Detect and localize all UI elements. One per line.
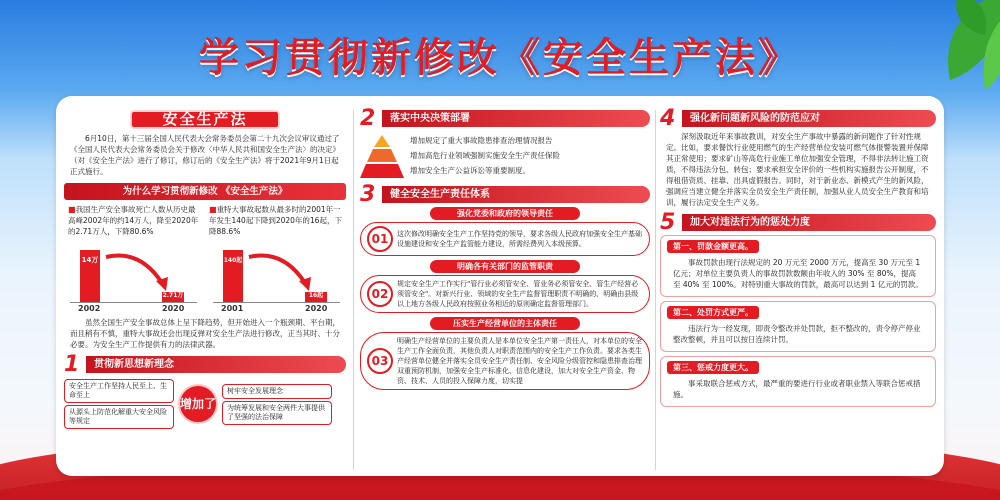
section-label: 落实中央决策部署: [382, 110, 650, 127]
page-title: 学习贯彻新修改《安全生产法》: [199, 35, 801, 81]
pill-development: 树牢安全发展理念: [222, 384, 332, 399]
section-5-header: [660, 210, 936, 235]
card-text: 事故罚款由现行法规定的 20 万元至 2000 万元，提高至 30 万元至 1 亿元；对单位主要负责人的事故罚款数额由年收入的 30% 至 80%，提高至 40% 至 100%。对特别重大事故的罚款，最高可以达到 1 亿元的罚款。: [673, 258, 923, 289]
item-text: 规定安全生产工作实行"管行业必须管安全、管业务必须管安全、管生产经营必须管安全"。对新兴行业、领域的安全生产监督管理职责不明确的，明确由县级以上地方各级人民政府按照业务相近的原则确定监督管理部门。: [397, 280, 639, 308]
section-3-header: [360, 182, 650, 207]
bullet-icon: ■: [209, 205, 217, 214]
decline-arrow-icon: [213, 241, 343, 303]
stat-accidents-text: 重特大事故起数从最多时的2001年一年发生140起下降到2020年的16起，下降88.6%: [209, 205, 342, 236]
card-tag: 第三、惩戒力度更大。: [667, 361, 759, 374]
stats-row: [68, 204, 342, 237]
bullet-icon: ■: [68, 205, 76, 214]
section-label: 加大对违法行为的惩处力度: [682, 214, 936, 231]
section-label: 贯彻新思想新理念: [86, 356, 346, 373]
section-2-header: [360, 106, 650, 131]
right-column: [660, 104, 936, 411]
decline-charts: [70, 241, 340, 313]
penalty-card: [660, 235, 936, 297]
list-item: [360, 222, 650, 256]
list-item: [360, 275, 650, 313]
card-tag: 第一、罚款金额更高。: [667, 240, 759, 253]
bar-label-2001: 140起: [223, 257, 243, 264]
list-item: [360, 332, 650, 390]
section-number: 5: [660, 210, 676, 235]
x-label: 2001: [221, 304, 244, 313]
card-text: 事采取联合惩戒方式，最严重的要进行行业或者职业禁入等联合惩戒措施。: [673, 379, 921, 399]
pill-legal-guarantee: 为统筹发展和安全两件大事提供了坚强的法治保障: [222, 401, 332, 425]
accidents-chart: [213, 241, 340, 313]
section-4-header: [660, 106, 936, 131]
list-item: 增加规定了重大事故隐患排查治理情况报告: [410, 136, 553, 145]
bar-label-2020: 16起: [308, 292, 324, 299]
pill-people-first: 安全生产工作坚持人民至上、生命至上: [64, 379, 174, 403]
subheading-responsibility: 压实生产经营单位的主体责任: [430, 317, 580, 330]
trend-paragraph: 虽然全国生产安全事故总体上呈下降趋势，但开始进入一个瓶颈期、平台期，而且稍有不慎，重特大事故还会出现反弹对安全生产法进行修改，正当其时、十分必要。为安全生产工作提供有力的法律武器。: [70, 318, 340, 349]
section-1-body: [64, 377, 346, 431]
pyramid-icon: [360, 133, 404, 179]
added-badge: 增加了: [178, 384, 218, 424]
penalty-card: [660, 356, 936, 407]
pill-risk-prevention: 从源头上防范化解重大安全风险等规定: [64, 405, 174, 429]
penalty-card: [660, 301, 936, 352]
card-tag: 第二、处罚方式更严。: [667, 306, 759, 319]
card-text: 违法行为一经发现，即责令整改并处罚款，拒不整改的，责令停产停业整改整顿，并且可以按日连续计罚。: [673, 324, 921, 344]
decline-arrow-icon: [70, 241, 200, 303]
right-pills: [222, 382, 332, 427]
subheading-leadership: 强化党委和政府的领导责任: [430, 207, 580, 220]
item-text: 这次修改明确安全生产工作坚持党的领导，要求各级人民政府加强安全生产基础设施建设和安全生产监管能力建设，所需经费列入本级预算。: [397, 230, 642, 248]
section-label: 健全安全生产责任体系: [382, 186, 650, 203]
middle-column: [360, 104, 650, 392]
subheading-supervision: 明确各有关部门的监管职责: [430, 260, 580, 273]
item-number: 02: [367, 281, 393, 307]
deaths-chart: [70, 241, 197, 313]
x-label: 2020: [305, 304, 328, 313]
list-item: 增加安全生产公益诉讼等重要制度。: [410, 166, 530, 175]
x-label: 2020: [162, 304, 185, 313]
deployment-list: [360, 131, 650, 180]
column-divider: [655, 110, 656, 470]
stat-accidents: [209, 204, 342, 237]
intro-paragraph: 6月10日，第十三届全国人民代表大会常务委员会第二十九次会议审议通过了《全国人民代表大会常务委员会关于修改〈中华人民共和国安全生产法〉的决定》（对《安全生产法》进行了修订，修订后的《安全生产法》将于2021年9月1日起正式施行。: [70, 134, 340, 176]
law-badge: 安全生产法: [130, 110, 280, 129]
section-label: 强化新问题新风险的防范应对: [682, 110, 936, 127]
why-study-bar: 为什么学习贯彻新修改 《安全生产法》: [64, 183, 346, 200]
left-pills: [64, 377, 174, 431]
column-divider: [353, 110, 354, 470]
section-number: 1: [64, 352, 80, 377]
x-label: 2002: [78, 304, 101, 313]
deployment-items: [410, 131, 560, 180]
list-item: 增加高危行业领域强制实施安全生产责任保险: [410, 151, 560, 160]
section-number: 2: [360, 106, 376, 131]
stat-deaths: [68, 204, 201, 237]
stat-deaths-text: 我国生产安全事故死亡人数从历史最高峰2002年的约14万人，降至2020年的2.71万人，下降80.6%: [68, 205, 199, 236]
bar-label-2002: 14万: [81, 256, 99, 264]
left-column: [64, 104, 346, 431]
item-number: 03: [367, 348, 393, 374]
item-text: 明确生产经营单位的主要负责人是本单位安全生产第一责任人，对本单位的安全生产工作全面负责，其他负责人对职责范围内的安全生产工作负责。要求各类生产经营单位健全并落实全员安全生产责任制、安全风险分级管控和隐患排查治理双重预防机制，加强安全生产标准化、信息化建设，加大对安全生产资金、物资、技术、人员的投入保障力度，切实提: [397, 337, 642, 385]
section-number: 4: [660, 106, 676, 131]
bar-label-2020: 2.71万: [162, 292, 184, 299]
item-number: 01: [367, 226, 393, 252]
risk-paragraph: 深刻汲取近年来事故教训，对安全生产事故中暴露的新问题作了针对性规定。比如，要求餐饮行业使用燃气的生产经营单位安装可燃气体报警装置并保障其正常使用；要求矿山等高危行业施工单位加强安全管理，不得非法转让施工资质，不得违法分包、转包；要求承担安全评价的一些机构实施报告公开制度，不得租借资质、挂靠、出具虚假报告。同时，对于新业态、新模式产生的新风险，强调应当建立健全并落实全员安全生产责任制，加强从业人员安全生产教育和培训，履行法定安全生产义务。: [666, 132, 929, 207]
section-1-header: [64, 352, 346, 377]
section-number: 3: [360, 182, 376, 207]
